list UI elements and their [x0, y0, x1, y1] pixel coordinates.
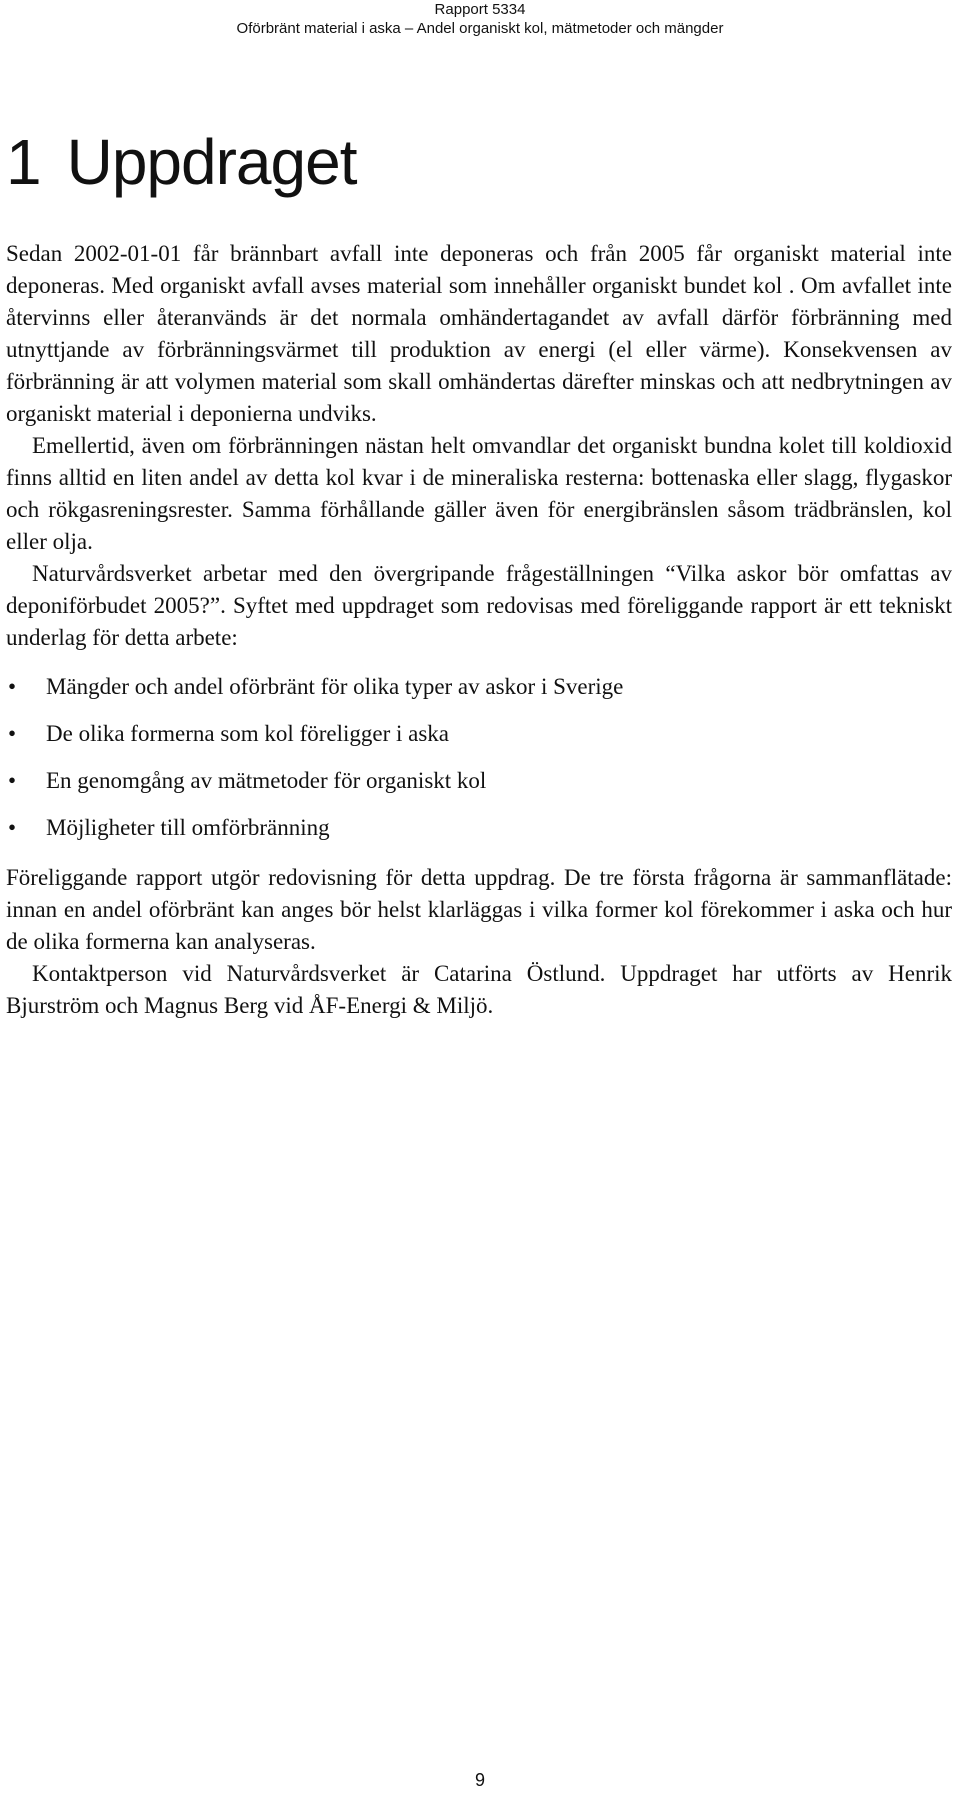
bullet-icon: • [8, 721, 17, 746]
paragraph: Sedan 2002-01-01 får brännbart avfall inte deponeras och från 2005 får organiskt material inte deponeras. Med organiskt avfall avses material som innehåller organiskt bundet kol . Om avfallet inte återvinns eller återanvänds är det normala omhändertagandet av avfall därför förbränning med utnyttjande av förbränningsvärmet till produktion av energi (el eller värme). Konsekvensen av förbränning är att volymen material som skall omhändertas därefter minskas och att nedbrytningen av organiskt material i deponierna undviks. [6, 241, 952, 426]
body-text [6, 238, 952, 1022]
page-header [0, 0, 960, 38]
list-item [6, 765, 952, 797]
list-item-text: Mängder och andel oförbränt för olika typer av askor i Sverige [46, 674, 624, 699]
list-item-text: Möjligheter till omförbränning [46, 815, 330, 840]
list-item-text: De olika formerna som kol föreligger i aska [46, 721, 450, 746]
list-item [6, 812, 952, 844]
chapter-title: Uppdraget [66, 126, 357, 198]
list-item [6, 718, 952, 750]
list-item [6, 671, 952, 703]
bullet-icon: • [8, 768, 17, 793]
bullet-icon: • [8, 674, 17, 699]
chapter-number: 1 [6, 126, 41, 198]
page-number: 9 [474, 1770, 485, 1790]
report-title: Oförbränt material i aska – Andel organiskt kol, mätmetoder och mängder [236, 20, 724, 37]
paragraph: Föreliggande rapport utgör redovisning för detta uppdrag. De tre första frågorna är sammanflätade: innan en andel oförbränt kan anges bör helst klarläggas i vilka former kol förekommer i aska och hur de olika formerna kan analyseras. [6, 865, 952, 954]
report-number: Rapport 5334 [434, 1, 526, 18]
paragraph: Naturvårdsverket arbetar med den övergripande frågeställningen “Vilka askor bör omfattas av deponiförbudet 2005?”. Syftet med uppdraget som redovisas med föreliggande rapport är ett tekniskt underlag för detta arbete: [6, 561, 952, 650]
task-list [6, 671, 952, 844]
chapter-heading [6, 125, 356, 199]
paragraph: Emellertid, även om förbränningen nästan helt omvandlar det organiskt bundna kolet till koldioxid finns alltid en liten andel av detta kol kvar i de mineraliska resterna: bottenaska eller slagg, flygaskor och rökgasreningsrester. Samma förhållande gäller även för energibränslen såsom trädbränslen, kol eller olja. [6, 433, 952, 554]
list-item-text: En genomgång av mätmetoder för organiskt kol [46, 768, 487, 793]
paragraph: Kontaktperson vid Naturvårdsverket är Catarina Östlund. Uppdraget har utförts av Henrik Bjurström och Magnus Berg vid ÅF-Energi & Miljö. [6, 961, 952, 1018]
bullet-icon: • [8, 815, 17, 840]
